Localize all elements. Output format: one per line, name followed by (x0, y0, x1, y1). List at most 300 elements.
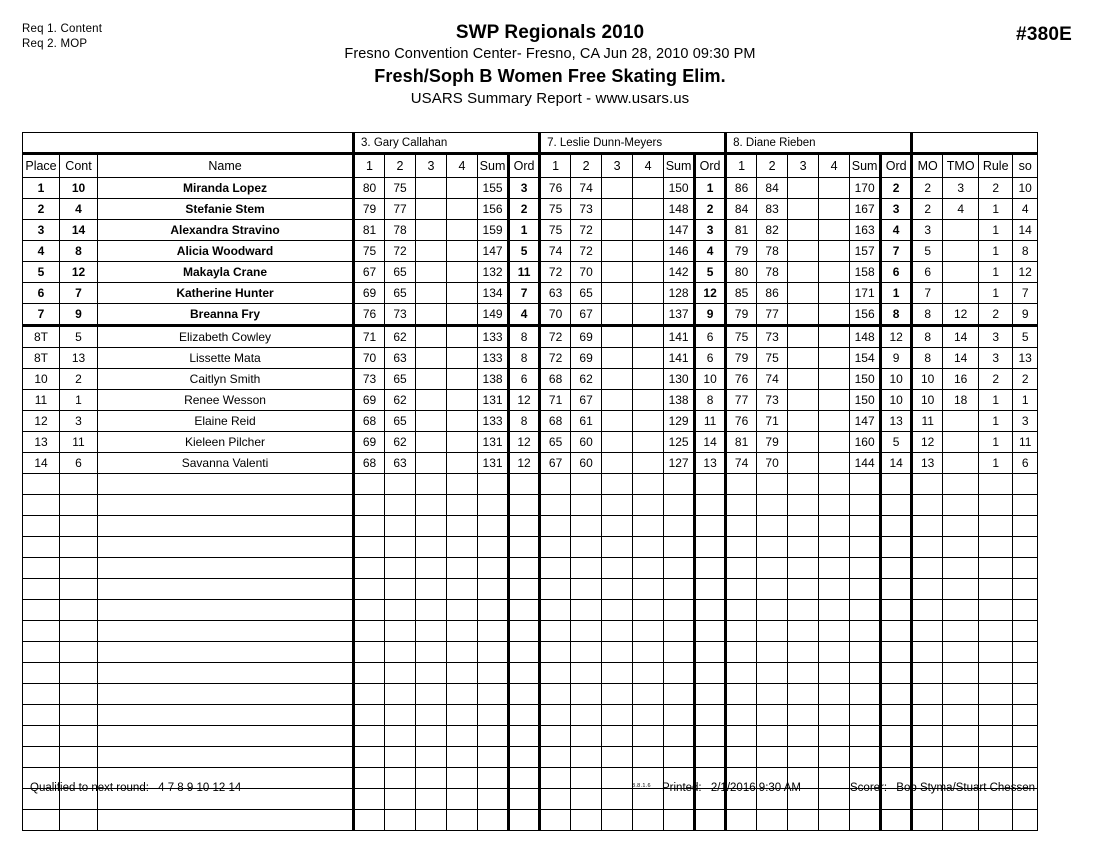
cell-j2-s1: 70 (540, 304, 571, 326)
cell-j3-ord (881, 495, 912, 516)
cell-j2-sum: 148 (664, 199, 695, 220)
table-row-empty[interactable] (23, 810, 1038, 831)
cell-j2-s4 (633, 726, 664, 747)
cell-mo (912, 516, 943, 537)
cell-place: 11 (23, 390, 60, 411)
cell-j2-s3 (602, 600, 633, 621)
cell-j1-ord: 8 (509, 326, 540, 348)
cell-j1-sum: 134 (478, 283, 509, 304)
cell-j2-s3 (602, 705, 633, 726)
cell-j2-sum: 129 (664, 411, 695, 432)
cell-rule: 1 (979, 411, 1013, 432)
cell-j1-s3 (416, 348, 447, 369)
cell-j2-ord (695, 579, 726, 600)
cell-j1-s3 (416, 283, 447, 304)
cell-cont: 2 (60, 369, 98, 390)
cell-j3-sum (850, 705, 881, 726)
cell-j3-sum (850, 810, 881, 831)
cell-mo: 12 (912, 432, 943, 453)
cell-mo (912, 495, 943, 516)
table-row[interactable] (23, 304, 1038, 326)
table-row-empty[interactable] (23, 747, 1038, 768)
cell-j1-sum: 156 (478, 199, 509, 220)
cell-j2-sum (664, 537, 695, 558)
cell-so (1013, 642, 1038, 663)
cell-tmo (943, 283, 979, 304)
cell-cont (60, 516, 98, 537)
cell-j2-s4 (633, 369, 664, 390)
cell-j2-ord (695, 705, 726, 726)
cell-mo (912, 600, 943, 621)
cell-j2-s2 (571, 642, 602, 663)
cell-j2-s2: 70 (571, 262, 602, 283)
cell-so: 10 (1013, 178, 1038, 199)
header-j3-s1: 1 (726, 154, 757, 178)
table-row-empty[interactable] (23, 600, 1038, 621)
cell-j3-s3 (788, 810, 819, 831)
cell-j1-s4 (447, 705, 478, 726)
cell-j2-s4 (633, 474, 664, 495)
cell-j1-s1 (354, 747, 385, 768)
cell-place (23, 516, 60, 537)
cell-j2-s2: 60 (571, 432, 602, 453)
cell-j2-ord (695, 684, 726, 705)
cell-j3-s3 (788, 705, 819, 726)
cell-tmo: 16 (943, 369, 979, 390)
cell-j1-sum: 149 (478, 304, 509, 326)
cell-j3-s3 (788, 220, 819, 241)
cell-mo: 11 (912, 411, 943, 432)
cell-j2-s2 (571, 474, 602, 495)
cell-j3-ord: 12 (881, 326, 912, 348)
cell-name (98, 537, 354, 558)
cell-so (1013, 705, 1038, 726)
cell-j3-ord: 4 (881, 220, 912, 241)
cell-j2-s3 (602, 304, 633, 326)
cell-j3-s3 (788, 642, 819, 663)
cell-j1-ord: 1 (509, 220, 540, 241)
cell-j2-s3 (602, 537, 633, 558)
cell-j1-s1: 69 (354, 283, 385, 304)
cell-j2-s4 (633, 432, 664, 453)
requirements-block (22, 22, 102, 52)
cell-j2-s4 (633, 705, 664, 726)
table-row-empty[interactable] (23, 516, 1038, 537)
cell-cont (60, 579, 98, 600)
cell-cont: 7 (60, 283, 98, 304)
cell-j2-s2 (571, 810, 602, 831)
cell-j2-s2 (571, 537, 602, 558)
cell-j3-s1: 81 (726, 220, 757, 241)
header-j1-s1: 1 (354, 154, 385, 178)
cell-j2-ord: 11 (695, 411, 726, 432)
cell-j3-sum: 148 (850, 326, 881, 348)
cell-j3-s1: 81 (726, 432, 757, 453)
cell-j2-sum (664, 600, 695, 621)
cell-j1-s3 (416, 495, 447, 516)
cell-j3-s4 (819, 283, 850, 304)
table-row[interactable] (23, 220, 1038, 241)
cell-j3-s3 (788, 537, 819, 558)
table-row-empty[interactable] (23, 495, 1038, 516)
cell-cont: 13 (60, 348, 98, 369)
table-row[interactable] (23, 411, 1038, 432)
cell-rule (979, 621, 1013, 642)
cell-j1-s3 (416, 474, 447, 495)
cell-mo (912, 474, 943, 495)
cell-place: 13 (23, 432, 60, 453)
cell-j2-s3 (602, 810, 633, 831)
cell-mo (912, 726, 943, 747)
cell-name: Breanna Fry (98, 304, 354, 326)
cell-rule: 3 (979, 348, 1013, 369)
cell-j3-s4 (819, 390, 850, 411)
cell-cont (60, 642, 98, 663)
cell-j3-s2: 71 (757, 411, 788, 432)
cell-j1-ord (509, 474, 540, 495)
cell-j3-s2 (757, 684, 788, 705)
cell-j3-s4 (819, 726, 850, 747)
cell-name: Kieleen Pilcher (98, 432, 354, 453)
cell-j3-s2 (757, 663, 788, 684)
cell-j3-s1 (726, 705, 757, 726)
cell-j2-s2: 67 (571, 304, 602, 326)
table-row[interactable] (23, 283, 1038, 304)
cell-j3-s1 (726, 579, 757, 600)
cell-j3-s3 (788, 283, 819, 304)
cell-j3-ord (881, 747, 912, 768)
cell-j3-s1 (726, 642, 757, 663)
table-row[interactable] (23, 178, 1038, 199)
cell-j1-s1: 67 (354, 262, 385, 283)
table-row[interactable] (23, 390, 1038, 411)
cell-so: 5 (1013, 326, 1038, 348)
cell-j2-s1 (540, 705, 571, 726)
cell-so (1013, 495, 1038, 516)
cell-rule (979, 495, 1013, 516)
cell-mo: 5 (912, 241, 943, 262)
cell-j2-s1: 63 (540, 283, 571, 304)
cell-so: 8 (1013, 241, 1038, 262)
printed-value: 2/1/2016 9:30 AM (710, 782, 801, 794)
cell-j2-s2 (571, 516, 602, 537)
cell-j2-sum (664, 579, 695, 600)
cell-cont (60, 537, 98, 558)
scorer-label: Scorer: (850, 782, 888, 794)
table-row-empty[interactable] (23, 621, 1038, 642)
cell-so (1013, 663, 1038, 684)
table-row-empty[interactable] (23, 579, 1038, 600)
cell-cont: 12 (60, 262, 98, 283)
cell-j2-s1 (540, 579, 571, 600)
cell-j1-s2: 63 (385, 348, 416, 369)
table-row[interactable] (23, 199, 1038, 220)
scorer-value: Bob Styma/Stuart Chessen (896, 782, 1035, 794)
cell-j3-s2: 77 (757, 304, 788, 326)
cell-rule (979, 579, 1013, 600)
cell-j2-s2 (571, 579, 602, 600)
cell-j3-s1: 76 (726, 411, 757, 432)
cell-j1-s3 (416, 537, 447, 558)
cell-j3-ord: 14 (881, 453, 912, 474)
cell-j1-s2 (385, 642, 416, 663)
cell-j2-s1: 68 (540, 369, 571, 390)
cell-j1-ord (509, 810, 540, 831)
table-row-empty[interactable] (23, 537, 1038, 558)
cell-place (23, 642, 60, 663)
cell-rule: 2 (979, 304, 1013, 326)
cell-j1-s1 (354, 537, 385, 558)
cell-j2-s4 (633, 558, 664, 579)
cell-j1-s3 (416, 684, 447, 705)
table-row-empty[interactable] (23, 684, 1038, 705)
cell-j1-ord: 8 (509, 348, 540, 369)
cell-j2-s1 (540, 495, 571, 516)
table-row-empty[interactable] (23, 558, 1038, 579)
cell-j1-s2: 75 (385, 178, 416, 199)
table-row[interactable] (23, 326, 1038, 348)
cell-j2-s1: 72 (540, 348, 571, 369)
table-row-empty[interactable] (23, 705, 1038, 726)
cell-j3-s2 (757, 705, 788, 726)
cell-j1-s1: 69 (354, 390, 385, 411)
cell-j1-sum: 133 (478, 411, 509, 432)
cell-tmo (943, 705, 979, 726)
cell-j1-s4 (447, 262, 478, 283)
cell-rule (979, 474, 1013, 495)
table-row-empty[interactable] (23, 726, 1038, 747)
cell-j1-s4 (447, 474, 478, 495)
requirement-line-2: Req 2. MOP (22, 38, 88, 50)
cell-j2-s2: 72 (571, 220, 602, 241)
cell-rule: 1 (979, 283, 1013, 304)
cell-j2-s2: 62 (571, 369, 602, 390)
cell-j3-sum (850, 495, 881, 516)
cell-j1-s4 (447, 432, 478, 453)
cell-cont (60, 600, 98, 621)
cell-rule: 3 (979, 326, 1013, 348)
header-j2-s4: 4 (633, 154, 664, 178)
cell-so: 3 (1013, 411, 1038, 432)
cell-tmo: 14 (943, 348, 979, 369)
cell-cont: 11 (60, 432, 98, 453)
cell-j2-s3 (602, 241, 633, 262)
cell-j1-sum (478, 684, 509, 705)
printed-label: Printed: (662, 782, 702, 794)
cell-so (1013, 621, 1038, 642)
cell-cont (60, 663, 98, 684)
cell-j3-s1 (726, 747, 757, 768)
cell-cont: 8 (60, 241, 98, 262)
header-name: Name (98, 154, 354, 178)
cell-j3-sum (850, 684, 881, 705)
header-j1-s2: 2 (385, 154, 416, 178)
cell-j1-s4 (447, 178, 478, 199)
cell-rule (979, 684, 1013, 705)
cell-place: 2 (23, 199, 60, 220)
cell-j3-ord (881, 705, 912, 726)
cell-mo (912, 705, 943, 726)
cell-j2-s1: 75 (540, 199, 571, 220)
header-j2-sum: Sum (664, 154, 695, 178)
cell-j3-ord (881, 621, 912, 642)
cell-j3-s1: 79 (726, 348, 757, 369)
cell-j3-sum: 150 (850, 390, 881, 411)
cell-j3-ord: 10 (881, 369, 912, 390)
cell-j1-s3 (416, 579, 447, 600)
cell-rule: 1 (979, 262, 1013, 283)
cell-j3-s4 (819, 199, 850, 220)
cell-j2-s4 (633, 600, 664, 621)
cell-j1-s3 (416, 199, 447, 220)
cell-j2-s1 (540, 474, 571, 495)
cell-j3-s1: 86 (726, 178, 757, 199)
cell-j3-s2: 79 (757, 432, 788, 453)
cell-so: 11 (1013, 432, 1038, 453)
cell-cont: 9 (60, 304, 98, 326)
cell-tmo (943, 411, 979, 432)
cell-name: Makayla Crane (98, 262, 354, 283)
cell-j3-s4 (819, 642, 850, 663)
cell-j2-s3 (602, 411, 633, 432)
cell-j1-ord (509, 600, 540, 621)
cell-j1-s2 (385, 579, 416, 600)
cell-j2-s2 (571, 684, 602, 705)
qualified-list: 4 7 8 9 10 12 14 (158, 782, 242, 794)
cell-j2-sum: 146 (664, 241, 695, 262)
cell-j3-ord: 2 (881, 178, 912, 199)
cell-j2-s3 (602, 558, 633, 579)
cell-name: Renee Wesson (98, 390, 354, 411)
cell-j2-s3 (602, 348, 633, 369)
cell-j2-s2 (571, 495, 602, 516)
table-row-empty[interactable] (23, 642, 1038, 663)
cell-tmo (943, 579, 979, 600)
cell-mo: 2 (912, 199, 943, 220)
cell-so (1013, 537, 1038, 558)
cell-so (1013, 474, 1038, 495)
cell-tmo (943, 747, 979, 768)
cell-mo: 8 (912, 304, 943, 326)
cell-j2-sum (664, 621, 695, 642)
cell-j3-s2 (757, 537, 788, 558)
cell-place (23, 810, 60, 831)
header-so: so (1013, 154, 1038, 178)
cell-so: 13 (1013, 348, 1038, 369)
cell-so: 14 (1013, 220, 1038, 241)
cell-name (98, 642, 354, 663)
cell-place: 7 (23, 304, 60, 326)
header-j2-s3: 3 (602, 154, 633, 178)
cell-j1-s1 (354, 474, 385, 495)
cell-j2-sum (664, 474, 695, 495)
cell-rule (979, 537, 1013, 558)
table-row[interactable] (23, 241, 1038, 262)
cell-j3-s1: 84 (726, 199, 757, 220)
cell-j3-s3 (788, 326, 819, 348)
cell-so (1013, 600, 1038, 621)
cell-j3-s3 (788, 726, 819, 747)
cell-j1-ord (509, 642, 540, 663)
cell-j3-ord (881, 579, 912, 600)
cell-cont: 14 (60, 220, 98, 241)
table-row[interactable] (23, 262, 1038, 283)
cell-mo: 7 (912, 283, 943, 304)
cell-tmo (943, 495, 979, 516)
cell-j2-ord: 5 (695, 262, 726, 283)
cell-j2-ord (695, 537, 726, 558)
cell-mo: 2 (912, 178, 943, 199)
cell-j1-s1: 69 (354, 432, 385, 453)
cell-j1-ord (509, 705, 540, 726)
cell-j1-s4 (447, 600, 478, 621)
cell-j2-sum (664, 684, 695, 705)
table-row-empty[interactable] (23, 474, 1038, 495)
cell-j2-s1: 68 (540, 411, 571, 432)
cell-mo (912, 621, 943, 642)
cell-j1-sum (478, 579, 509, 600)
cell-place: 10 (23, 369, 60, 390)
column-header-row (23, 154, 1038, 178)
cell-j1-sum: 147 (478, 241, 509, 262)
report-subtitle: USARS Summary Report - www.usars.us (410, 90, 690, 107)
cell-j2-s1 (540, 621, 571, 642)
header-j1-sum: Sum (478, 154, 509, 178)
cell-j3-s2: 82 (757, 220, 788, 241)
table-row[interactable] (23, 453, 1038, 474)
cell-j1-s4 (447, 726, 478, 747)
table-row[interactable] (23, 348, 1038, 369)
cell-j3-s3 (788, 663, 819, 684)
cell-cont: 3 (60, 411, 98, 432)
cell-j3-ord (881, 684, 912, 705)
cell-j2-s3 (602, 663, 633, 684)
cell-j3-s2: 74 (757, 369, 788, 390)
cell-j1-s3 (416, 726, 447, 747)
cell-j3-s2 (757, 516, 788, 537)
cell-j2-sum: 142 (664, 262, 695, 283)
cell-j3-s1 (726, 474, 757, 495)
table-row[interactable] (23, 369, 1038, 390)
cell-j1-ord: 11 (509, 262, 540, 283)
cell-name: Elizabeth Cowley (98, 326, 354, 348)
cell-j3-s3 (788, 262, 819, 283)
cell-j1-s4 (447, 411, 478, 432)
table-row-empty[interactable] (23, 663, 1038, 684)
cell-place: 14 (23, 453, 60, 474)
cell-j3-sum (850, 600, 881, 621)
footer-bar (22, 780, 1036, 802)
cell-j2-s4 (633, 390, 664, 411)
cell-j3-s1: 76 (726, 369, 757, 390)
cell-j1-s3 (416, 241, 447, 262)
cell-j2-s2: 69 (571, 326, 602, 348)
cell-j3-ord: 13 (881, 411, 912, 432)
cell-j3-ord (881, 663, 912, 684)
cell-j1-ord (509, 558, 540, 579)
table-row[interactable] (23, 432, 1038, 453)
cell-j1-ord (509, 663, 540, 684)
cell-mo (912, 642, 943, 663)
cell-tmo (943, 262, 979, 283)
cell-j3-s3 (788, 453, 819, 474)
cell-j1-s2: 62 (385, 326, 416, 348)
cell-j2-ord (695, 558, 726, 579)
cell-j2-sum (664, 810, 695, 831)
qualified-label: Qualified to next round: (30, 782, 149, 794)
cell-j3-s3 (788, 600, 819, 621)
cell-so (1013, 726, 1038, 747)
